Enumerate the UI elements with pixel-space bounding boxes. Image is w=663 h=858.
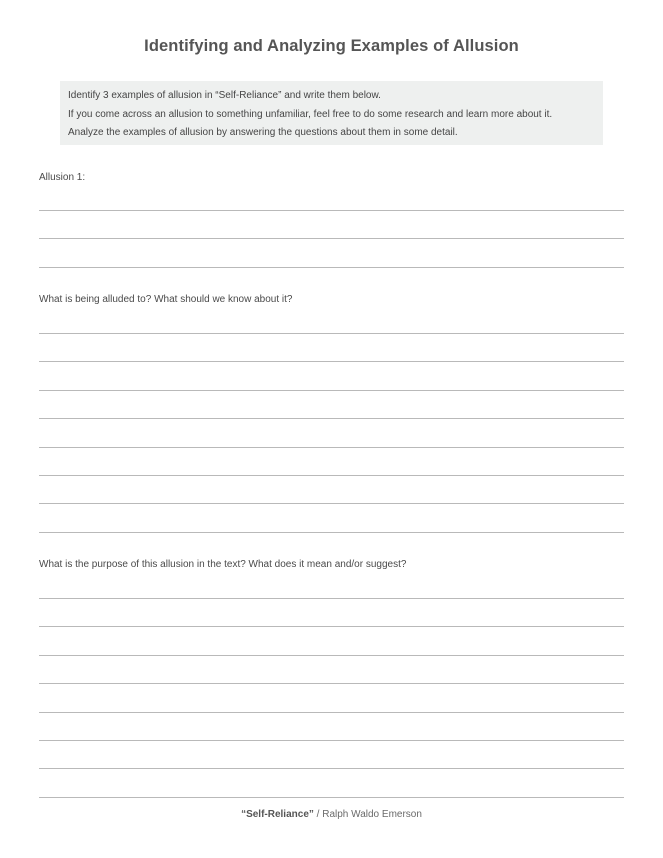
answer-line[interactable] bbox=[39, 740, 624, 741]
purpose-question-label: What is the purpose of this allusion in the text? What does it mean and/or suggest? bbox=[39, 559, 407, 570]
answer-line[interactable] bbox=[39, 655, 624, 656]
answer-line[interactable] bbox=[39, 797, 624, 798]
answer-line[interactable] bbox=[39, 210, 624, 211]
footer-credit bbox=[0, 809, 663, 820]
answer-line[interactable] bbox=[39, 503, 624, 504]
answer-line[interactable] bbox=[39, 712, 624, 713]
instruction-line: Analyze the examples of allusion by answering the questions about them in some detail. bbox=[68, 127, 458, 138]
answer-line[interactable] bbox=[39, 418, 624, 419]
answer-line[interactable] bbox=[39, 267, 624, 268]
instruction-line: Identify 3 examples of allusion in “Self-Reliance” and write them below. bbox=[68, 90, 381, 101]
alluded-to-question-label: What is being alluded to? What should we know about it? bbox=[39, 294, 293, 305]
answer-line[interactable] bbox=[39, 361, 624, 362]
answer-line[interactable] bbox=[39, 475, 624, 476]
footer-separator: / bbox=[313, 809, 323, 820]
answer-line[interactable] bbox=[39, 768, 624, 769]
worksheet-title: Identifying and Analyzing Examples of Allusion bbox=[144, 37, 519, 55]
answer-line[interactable] bbox=[39, 390, 624, 391]
instruction-line: If you come across an allusion to something unfamiliar, feel free to do some research and learn more about it. bbox=[68, 108, 553, 120]
answer-line[interactable] bbox=[39, 598, 624, 599]
footer-work-title: “Self-Reliance” bbox=[241, 809, 314, 820]
allusion-1-label: Allusion 1: bbox=[39, 172, 86, 183]
answer-line[interactable] bbox=[39, 683, 624, 684]
answer-line[interactable] bbox=[39, 238, 624, 239]
answer-line[interactable] bbox=[39, 447, 624, 448]
answer-line[interactable] bbox=[39, 532, 624, 533]
answer-line[interactable] bbox=[39, 333, 624, 334]
answer-line[interactable] bbox=[39, 626, 624, 627]
footer-author: Ralph Waldo Emerson bbox=[322, 809, 422, 820]
instructions-box bbox=[60, 81, 603, 145]
